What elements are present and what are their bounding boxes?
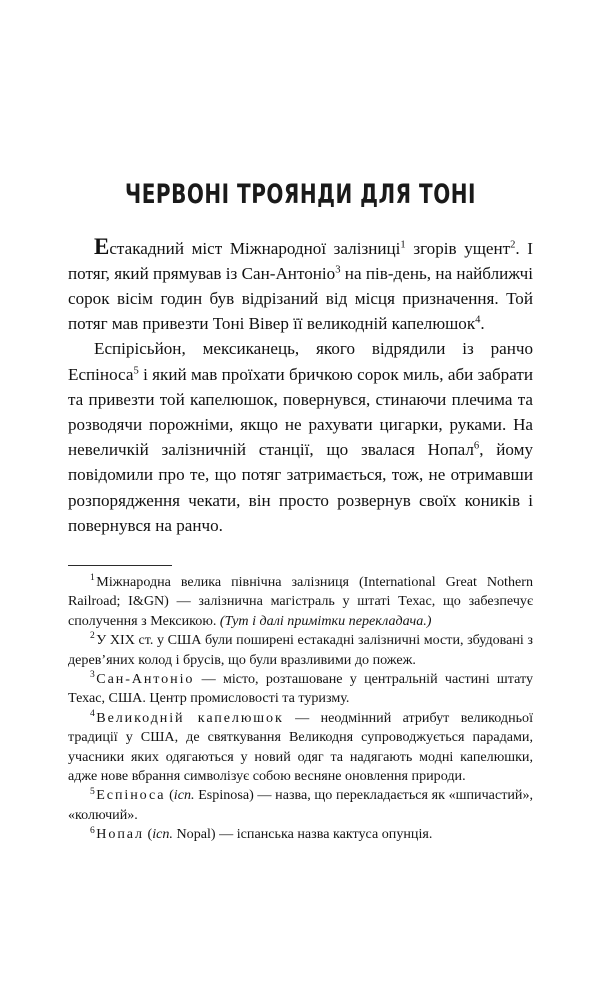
paragraph-1-segment-2: згорів ущент xyxy=(405,238,511,258)
footnote-5 xyxy=(68,786,533,825)
footnote-5-latin: Espinosa xyxy=(194,787,250,804)
paragraph-1-segment-5: . xyxy=(480,314,485,334)
footnote-4 xyxy=(68,709,533,787)
page-content xyxy=(68,0,533,845)
footnote-3 xyxy=(68,670,533,709)
footnote-4-text: — неодмінний атрибут великодньої традиції у США, де святкування Великодня супроводжується парадами, учасники яких одягаються у новий одяг та надягають модні капелюшки, адже нове вбрання символізує собою весняне оновлення природи. xyxy=(68,709,533,784)
footnote-6-paren: ( xyxy=(143,826,153,843)
chapter-title: ЧЕРВОНІ ТРОЯНДИ ДЛЯ ТОНІ xyxy=(125,179,476,210)
footnote-2 xyxy=(68,631,533,670)
footnote-5-text: ) — назва, що перекладається як «шпичастий», «колючий». xyxy=(68,787,534,823)
footnote-1-italic-note: (Тут і далі примітки перекладача.) xyxy=(219,612,432,629)
footnote-ref-3[interactable]: 3 xyxy=(335,264,341,276)
footnote-4-term: Великодній капелюшок xyxy=(96,709,284,726)
footnote-6-lang-abbr: ісп. xyxy=(152,826,173,843)
body-text xyxy=(68,236,533,538)
paragraph-2-segment-3: , йому повідомили про те, що потяг затримається, тож, не отримавши розпорядження чекати, він просто розвернув своїх коників і повернувся на ранчо. xyxy=(68,440,533,535)
footnote-2-number: 2 xyxy=(90,630,95,642)
footnote-6-term: Нопал xyxy=(96,826,144,843)
footnote-6-number: 6 xyxy=(90,824,95,836)
footnote-6 xyxy=(68,825,533,844)
footnote-separator-rule xyxy=(68,565,172,566)
footnote-ref-6[interactable]: 6 xyxy=(473,440,480,452)
paragraph-2-segment-2: і який мав проїхати бричкою сорок миль, аби забрати та привезти той капелюшок, повернувся, стинаючи плечима та розводячи порожніми, якщо не рахувати цигарки, руками. На невеличкій залізничній станції, що звалася Нопал xyxy=(68,364,533,460)
footnote-5-term: Еспіноса xyxy=(96,787,166,804)
footnote-5-lang-abbr: ісп. xyxy=(173,787,195,804)
footnote-1-text: Міжнародна велика північна залізниця (International Great Nothern Railroad; I&GN) — залізнична магістраль у штаті Техас, що забезпечує сполучення з Мексикою. xyxy=(68,573,533,629)
footnote-5-paren: ( xyxy=(165,787,174,804)
footnote-ref-2[interactable]: 2 xyxy=(510,238,516,250)
footnote-3-text: — місто, розташоване у центральній частині штату Техас, США. Центр промисловості та туризму. xyxy=(68,670,533,707)
footnote-2-text: У XIX ст. у США були поширені естакадні залізничні мости, збудовані з дерев’яних колод і брусів, що були вразливими до пожеж. xyxy=(68,632,533,668)
footnote-5-number: 5 xyxy=(90,785,95,797)
footnote-4-number: 4 xyxy=(90,708,95,720)
footnote-1 xyxy=(68,573,533,631)
paragraph-1-segment-4: на пів-день, на найближчі сорок вісім годин був відрізаний від місця призначення. Той потяг мав привезти Тоні Вівер її великодній капелюшок xyxy=(68,263,533,334)
footnote-6-latin: Nopal xyxy=(172,826,211,843)
paragraph-2 xyxy=(68,336,533,538)
paragraph-1 xyxy=(68,236,533,337)
paragraph-1-segment-3: . І потяг, який прямував із Сан-Антоніо xyxy=(68,238,533,283)
footnote-6-text: ) — іспанська назва кактуса опунція. xyxy=(210,826,433,843)
footnote-ref-4[interactable]: 4 xyxy=(475,314,481,326)
footnote-ref-1[interactable]: 1 xyxy=(400,238,406,250)
footnote-3-term: Сан-Антоніо xyxy=(96,670,195,687)
initial-cap: Е xyxy=(94,234,110,260)
footnote-1-number: 1 xyxy=(90,572,95,584)
footnote-3-number: 3 xyxy=(90,669,95,681)
footnote-ref-5[interactable]: 5 xyxy=(133,364,139,376)
footnotes-section xyxy=(68,565,533,845)
paragraph-1-segment-1: стакадний міст Міжнародної залізниці xyxy=(109,238,401,258)
footnote-separator-wrap xyxy=(68,565,533,566)
paragraph-2-segment-1: Еспірісьйон, мексиканець, якого відрядили із ранчо Еспіноса xyxy=(68,339,533,384)
